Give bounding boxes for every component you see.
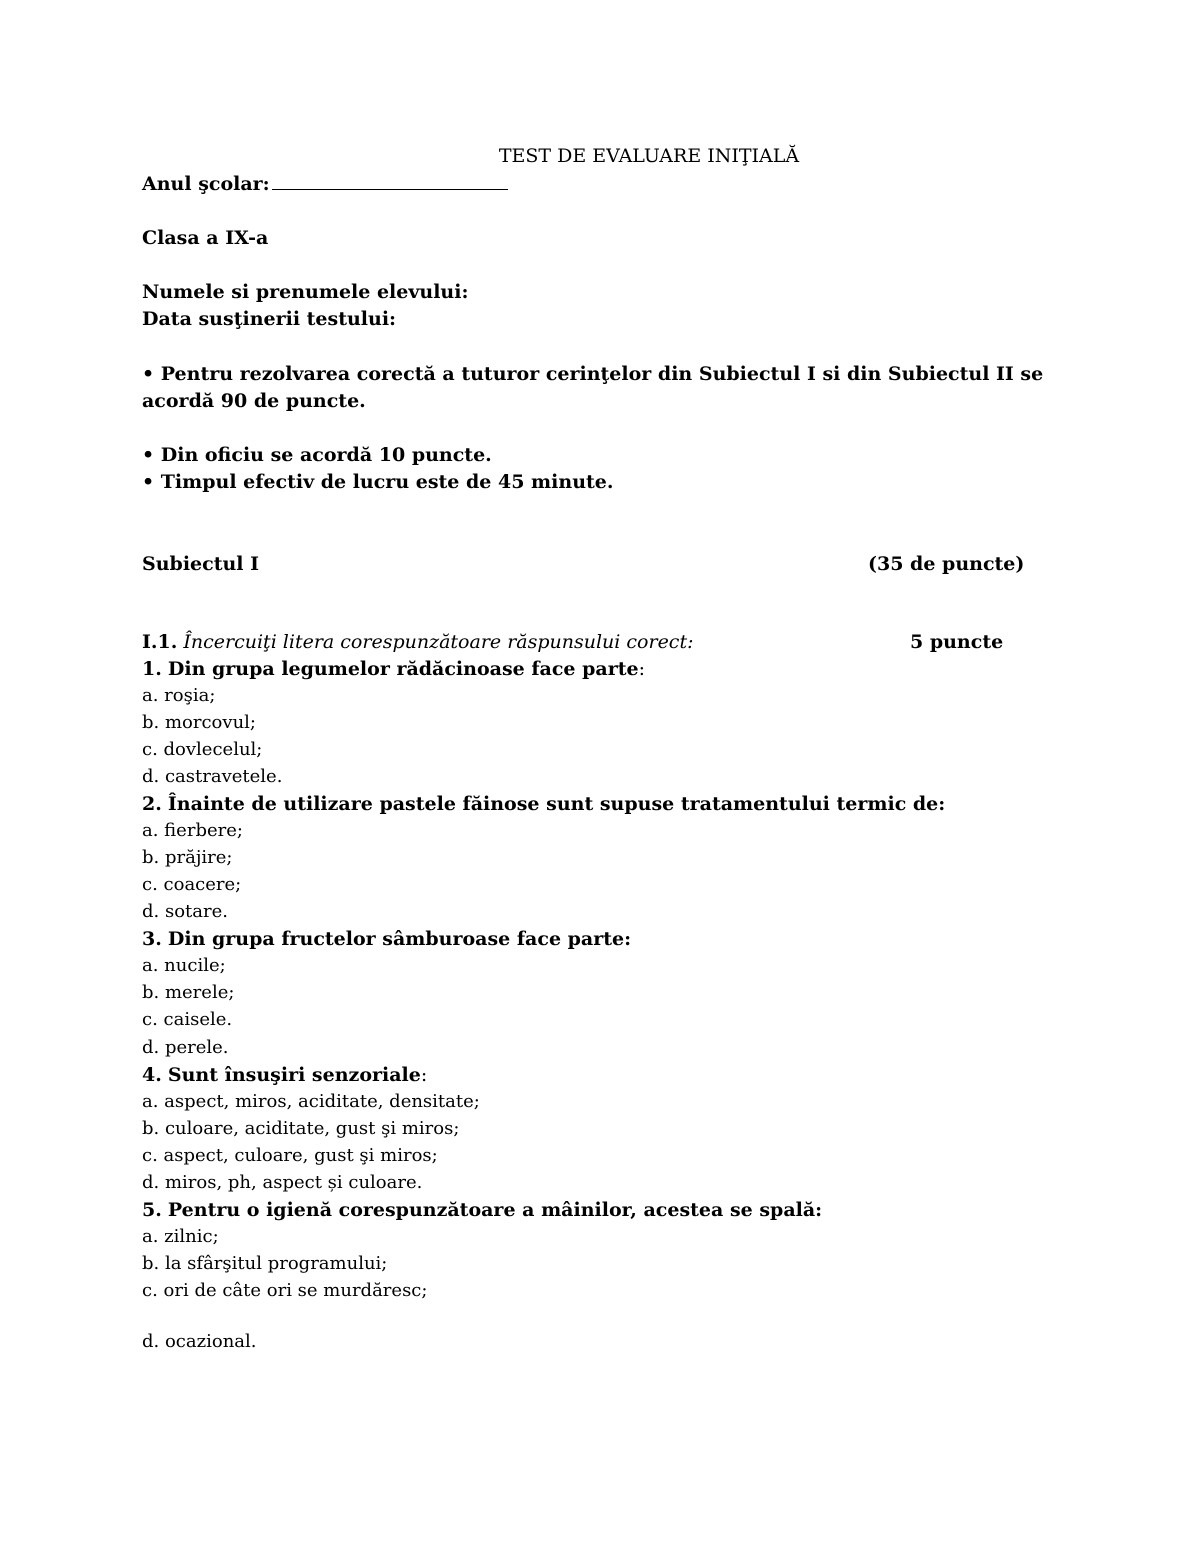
instruction-line-1: • Pentru rezolvarea corectă a tuturor cerinţelor din Subiectul I si din Subiectul II se <box>142 363 1044 385</box>
question-4 <box>142 1062 427 1088</box>
question-5-option-c: c. ori de câte ori se murdăresc; <box>142 1280 428 1301</box>
question-text: Din grupa fructelor sâmburoase face parte: <box>167 928 632 950</box>
instruction-line-4: • Timpul efectiv de lucru este de 45 minute. <box>142 471 614 493</box>
instruction-line-2: acordă 90 de puncte. <box>142 390 366 412</box>
question-3 <box>142 926 631 952</box>
question-5 <box>142 1197 822 1223</box>
school-year-line <box>142 171 508 197</box>
question-text: Înainte de utilizare pastele făinose sunt supuse tratamentului termic de: <box>167 793 946 815</box>
school-year-blank <box>272 171 508 190</box>
question-5-option-b: b. la sfârşitul programului; <box>142 1253 388 1274</box>
question-1-option-b: b. morcovul; <box>142 712 256 733</box>
instruction-line-3: • Din oficiu se acordă 10 puncte. <box>142 444 492 466</box>
test-title: TEST DE EVALUARE INIŢIALĂ <box>498 145 800 167</box>
question-5-option-d: d. ocazional. <box>142 1331 257 1352</box>
question-4-option-c: c. aspect, culoare, gust şi miros; <box>142 1145 438 1166</box>
question-1-option-d: d. castravetele. <box>142 766 283 787</box>
question-3-option-c: c. caisele. <box>142 1009 233 1030</box>
student-name-label: Numele si prenumele elevului: <box>142 281 469 303</box>
question-3-option-b: b. merele; <box>142 982 235 1003</box>
question-suffix: : <box>638 658 645 680</box>
question-suffix: : <box>420 1064 428 1086</box>
question-1-option-c: c. dovlecelul; <box>142 739 263 760</box>
question-3-option-a: a. nucile; <box>142 955 226 976</box>
question-2-option-d: d. sotare. <box>142 901 228 922</box>
test-date-label: Data susţinerii testului: <box>142 308 397 330</box>
subject-points: (35 de puncte) <box>868 553 1025 575</box>
question-number: 2. <box>142 793 162 815</box>
question-text: Sunt însuşiri senzoriale <box>167 1064 421 1086</box>
question-4-option-b: b. culoare, aciditate, gust şi miros; <box>142 1118 460 1139</box>
question-1-option-a: a. roşia; <box>142 685 216 706</box>
question-1 <box>142 656 645 682</box>
class-label: Clasa a IX-a <box>142 227 269 249</box>
question-number: 4. <box>142 1064 162 1086</box>
subject-name: Subiectul I <box>142 553 260 575</box>
question-2-option-a: a. fierbere; <box>142 820 243 841</box>
question-5-option-a: a. zilnic; <box>142 1226 219 1247</box>
question-4-option-d: d. miros, ph, aspect și culoare. <box>142 1172 423 1193</box>
question-3-option-d: d. perele. <box>142 1037 229 1058</box>
question-text: Pentru o igienă corespunzătoare a mâinilor, acestea se spală: <box>167 1199 823 1221</box>
question-2 <box>142 791 945 817</box>
section-heading <box>142 629 694 655</box>
question-4-option-a: a. aspect, miros, aciditate, densitate; <box>142 1091 480 1112</box>
section-points: 5 puncte <box>910 631 1004 653</box>
question-text: Din grupa legumelor rădăcinoase face parte <box>167 658 639 680</box>
question-2-option-b: b. prăjire; <box>142 847 233 868</box>
question-number: 1. <box>142 658 162 680</box>
section-instruction: Încercuiţi litera corespunzătoare răspunsului corect: <box>183 631 694 653</box>
question-number: 5. <box>142 1199 162 1221</box>
school-year-label: Anul şcolar: <box>142 173 270 195</box>
section-number: I.1. <box>142 631 178 653</box>
question-number: 3. <box>142 928 162 950</box>
question-2-option-c: c. coacere; <box>142 874 242 895</box>
